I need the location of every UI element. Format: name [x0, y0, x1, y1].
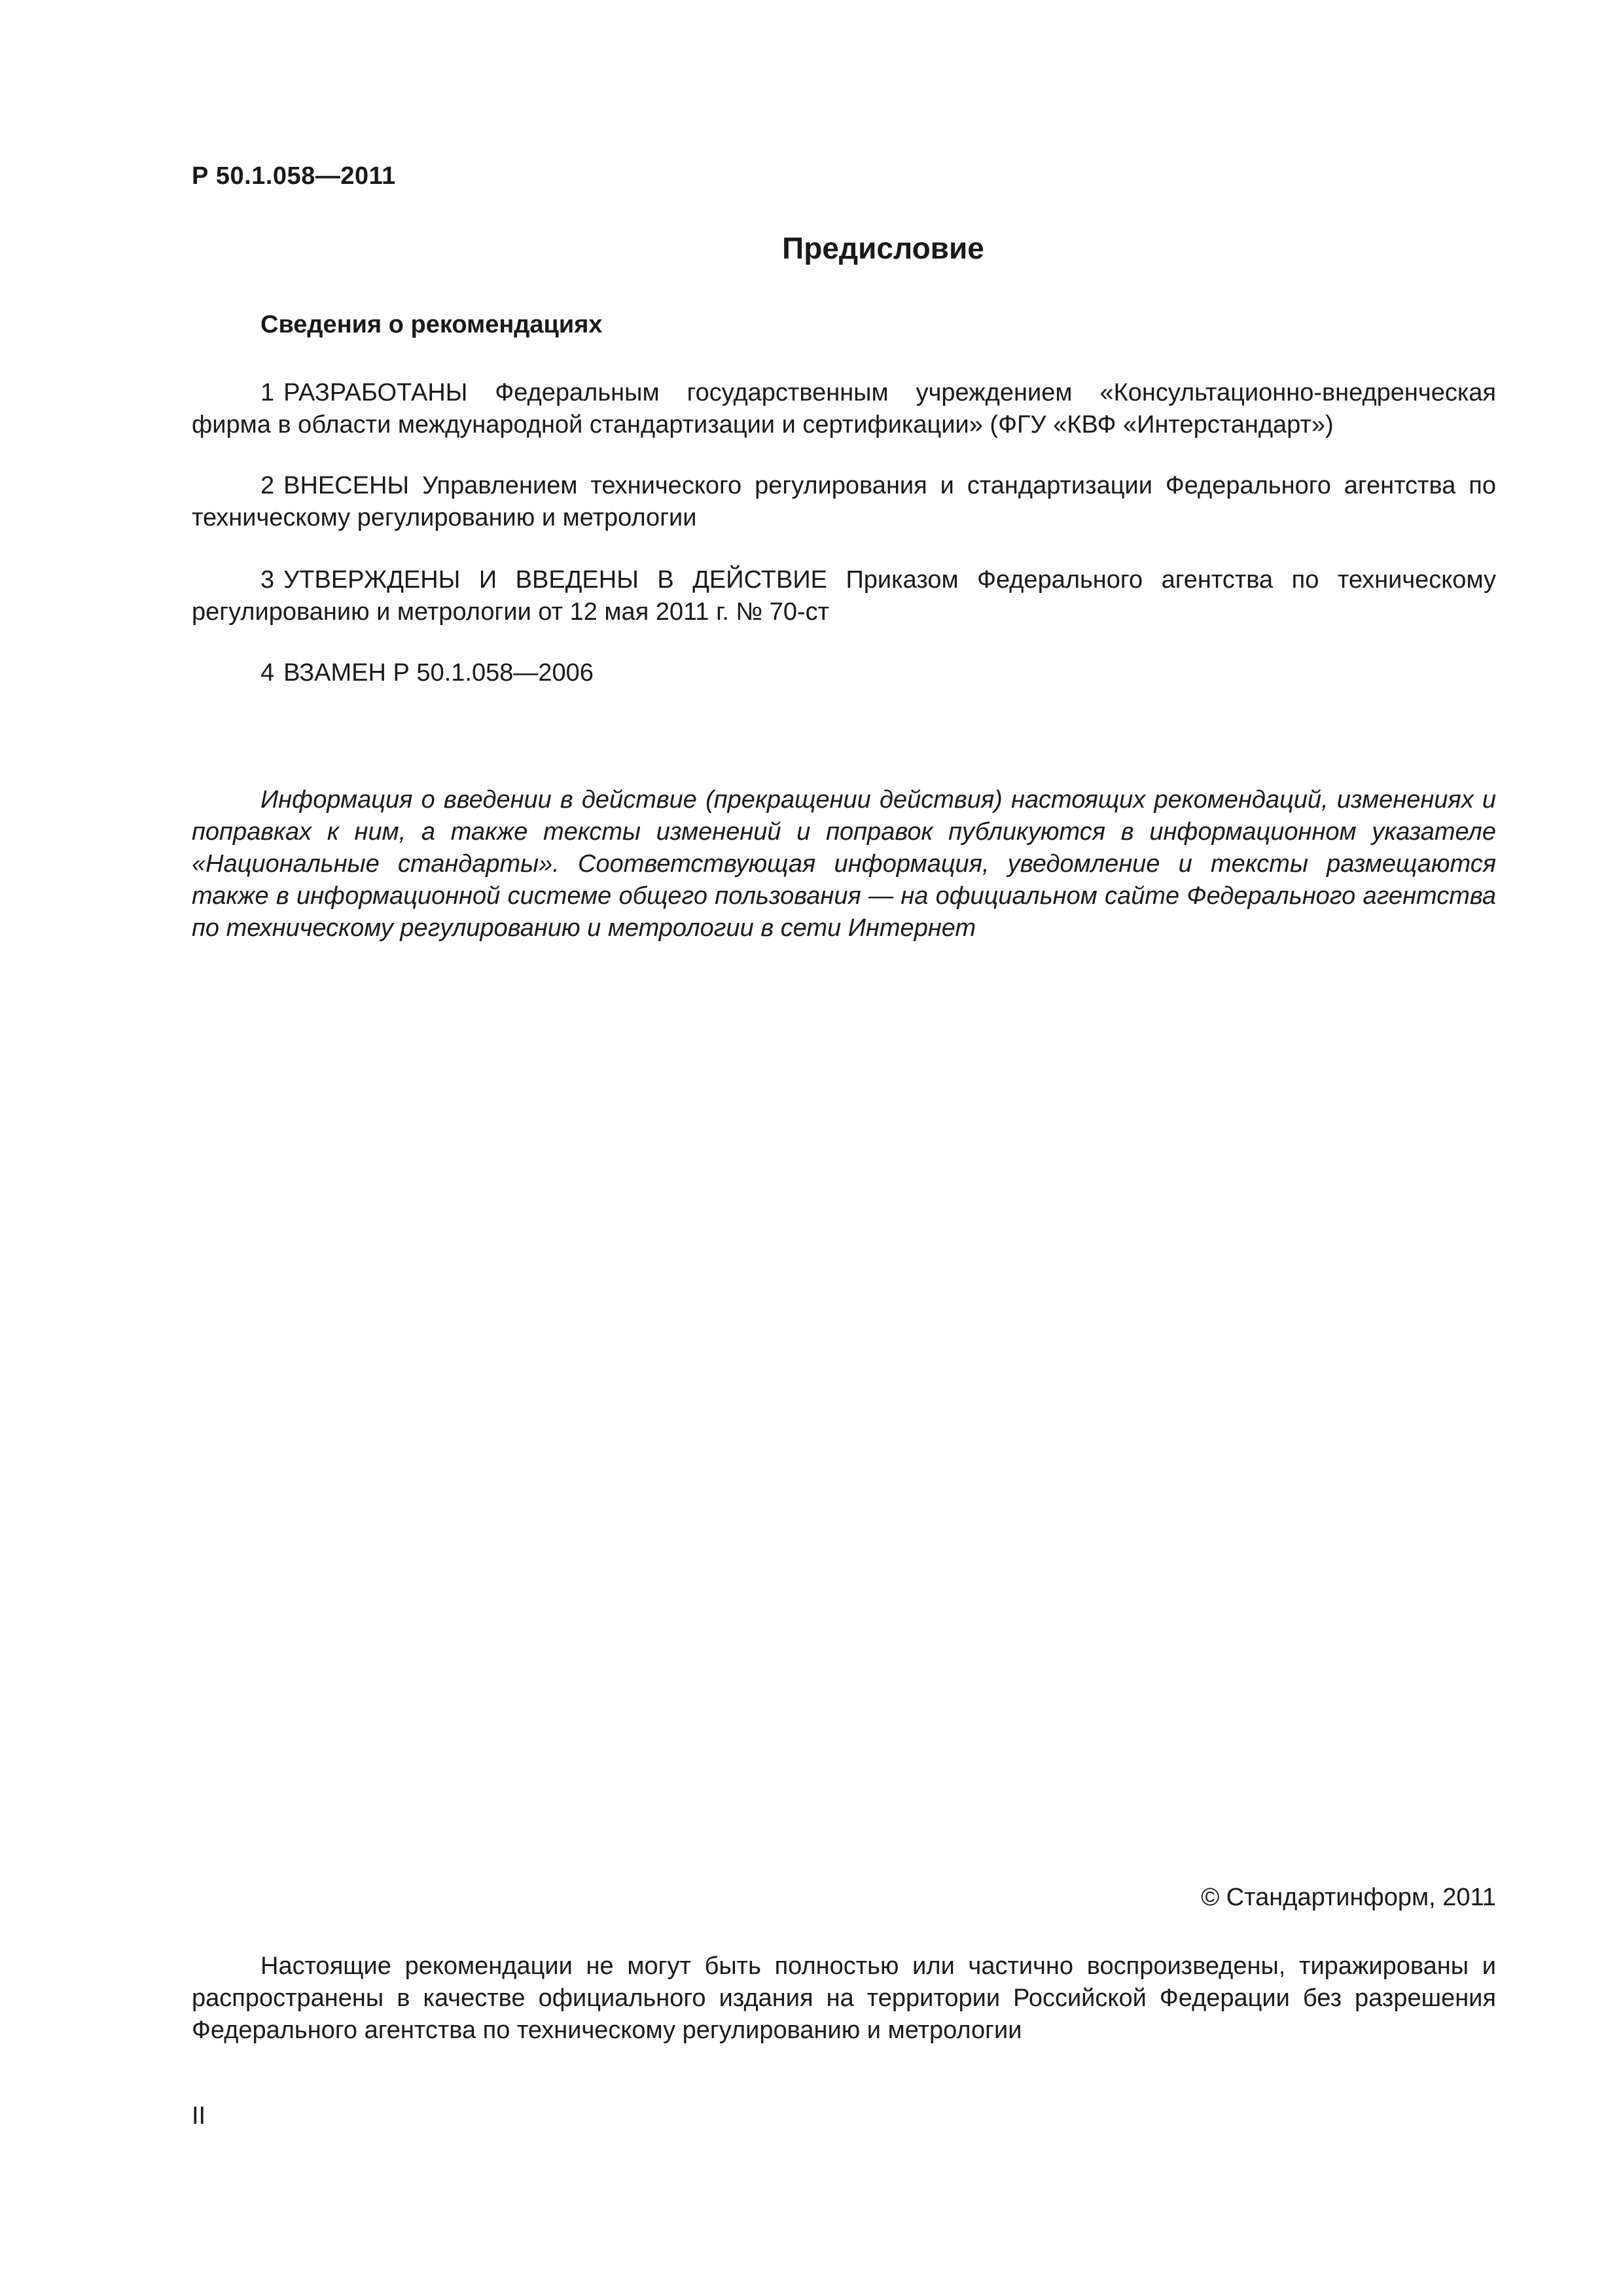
foreword-item-developed — [192, 377, 1496, 441]
foreword-item-approved — [192, 564, 1496, 628]
item-number: 4 — [260, 659, 275, 687]
item-label: РАЗРАБОТАНЫ — [283, 379, 468, 406]
foreword-item-introduced — [192, 470, 1496, 534]
section-subheading: Сведения о рекомендациях — [260, 311, 603, 338]
item-number: 3 — [260, 566, 275, 594]
item-number: 2 — [260, 472, 275, 499]
item-label: УТВЕРЖДЕНЫ И ВВЕДЕНЫ В ДЕЙСТВИЕ — [283, 566, 827, 594]
document-code: Р 50.1.058—2011 — [192, 162, 396, 190]
item-text: Приказом Федерального агентства по техническому регулированию и метрологии от 12 мая 2011 г. № 70-ст — [192, 566, 1496, 626]
item-label: ВНЕСЕНЫ — [283, 472, 410, 499]
item-text: Управлением технического регулирования и стандартизации Федерального агентства по техническому регулированию и метрологии — [192, 472, 1496, 531]
page-title: Предисловие — [782, 231, 984, 265]
item-text: Федеральным государственным учреждением «Консультационно-внедренческая фирма в области международной стандартизации и сертификации» (ФГУ «КВФ «Интерстандарт») — [192, 379, 1496, 439]
foreword-item-replaces — [192, 657, 1496, 689]
reproduction-notice: Настоящие рекомендации не могут быть полностью или частично воспроизведены, тиражированы и распространены в качестве официального издания на территории Российской Федерации без разрешения Федерального агентства по техническому регулированию и метрологии — [192, 1952, 1496, 2044]
page-number: II — [192, 2102, 206, 2130]
copyright-line: © Стандартинформ, 2011 — [1201, 1884, 1496, 1911]
item-number: 1 — [260, 379, 275, 406]
item-label: ВЗАМЕН — [283, 659, 386, 687]
item-text: Р 50.1.058—2006 — [393, 659, 594, 687]
info-note-paragraph: Информация о введении в действие (прекращении действия) настоящих рекомендаций, изменениях и поправках к ним, а также тексты изменений и поправок публикуются в информационном указателе «Национальные стандарты». Соответствующая информация, уведомление и тексты размещаются также в информационной системе общего пользования — на официальном сайте Федерального агентства по техническому регулированию и метрологии в сети Интернет — [192, 786, 1496, 942]
